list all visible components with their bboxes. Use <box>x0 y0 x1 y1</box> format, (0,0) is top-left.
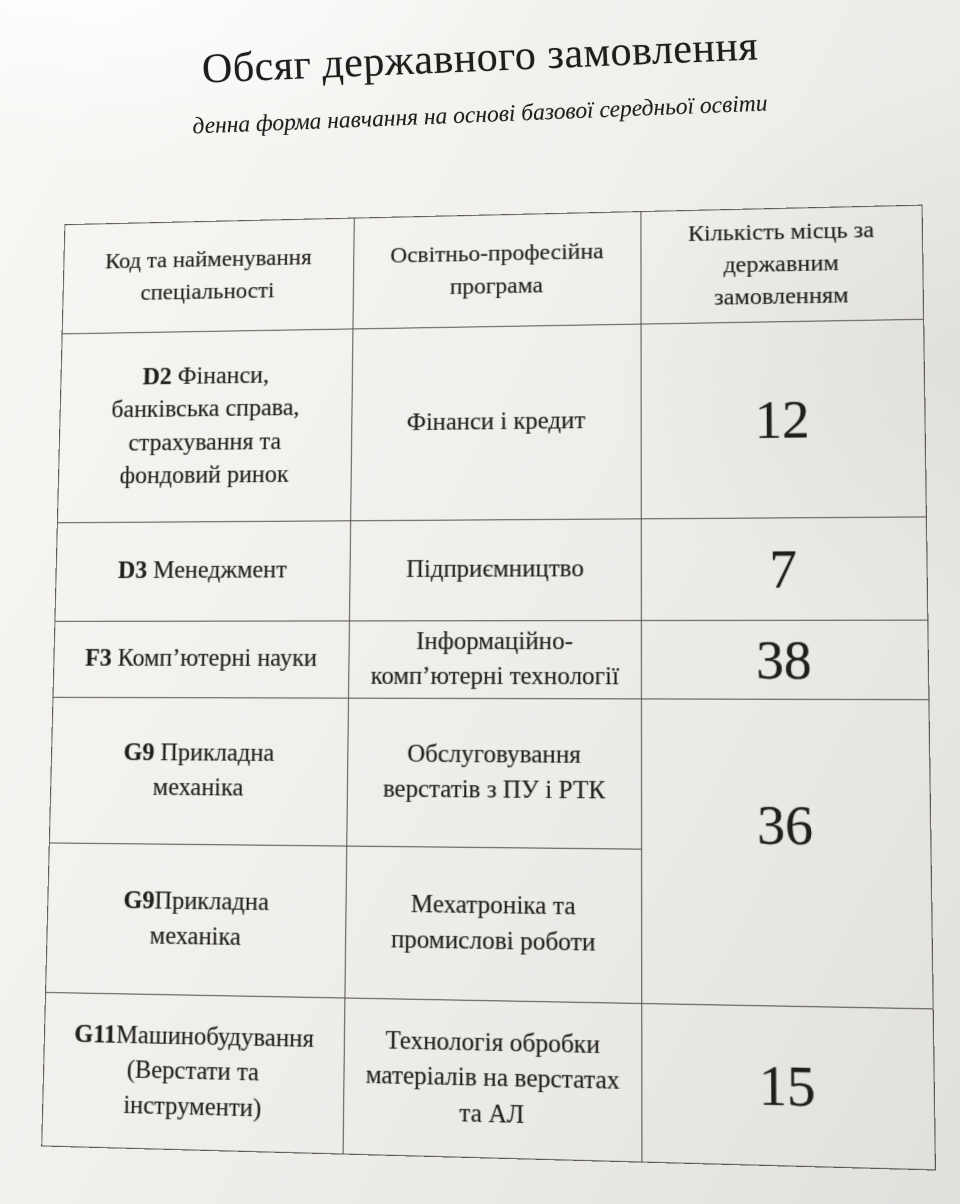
specialty-name: Машинобудування (Верстати та інструменти) <box>115 1021 315 1123</box>
header-program-label: Освітньо-професійна програма <box>390 239 604 300</box>
specialty-code: D2 <box>142 363 173 390</box>
header-specialty <box>62 218 354 334</box>
header-program <box>353 212 641 329</box>
table-row <box>57 319 926 522</box>
places-value: 36 <box>756 793 814 857</box>
specialty-code: G11 <box>74 1020 117 1049</box>
header-places-label: Кількість місць за державним замовленням <box>688 217 875 311</box>
state-order-table <box>41 205 936 1171</box>
cell-specialty <box>42 992 345 1154</box>
program-name: Інформаційно-комп’ютерні технології <box>370 628 620 690</box>
table-header-row <box>62 205 924 334</box>
cell-places: 12 <box>641 319 926 519</box>
page-title: Обсяг державного замовлення <box>201 23 759 93</box>
header-specialty-label: Код та найменування спеціальності <box>104 245 312 306</box>
cell-places: 7 <box>641 517 927 621</box>
admissions-table <box>41 205 936 1171</box>
table-row <box>49 697 931 852</box>
program-name: Обслуговування верстатів з ПУ і РТК <box>382 740 606 804</box>
table-row <box>42 992 936 1170</box>
specialty-code: G9 <box>123 887 155 915</box>
cell-places: 38 <box>641 620 928 700</box>
program-name: Технологія обробки матеріалів на верстатах та АЛ <box>365 1026 620 1129</box>
program-name: Фінанси і кредит <box>406 407 586 437</box>
specialty-name: Прикладна механіка <box>152 739 275 802</box>
table-row <box>55 517 928 621</box>
cell-places-merged <box>642 699 934 1009</box>
specialty-code: D3 <box>117 557 148 585</box>
specialty-name: Комп’ютерні науки <box>111 645 318 673</box>
program-name: Підприємництво <box>406 555 584 584</box>
cell-specialty <box>46 843 347 998</box>
specialty-name: Менеджмент <box>146 557 288 584</box>
cell-program <box>349 621 642 699</box>
program-name: Мехатроніка та промислові роботи <box>390 890 596 957</box>
header-places <box>641 205 924 324</box>
cell-program <box>350 519 642 621</box>
cell-program <box>343 998 642 1162</box>
table-row <box>53 620 929 700</box>
cell-program <box>345 846 642 1003</box>
specialty-name: Фінанси, банківська справа, страхування та фондовий ринок <box>111 361 300 490</box>
cell-places: 15 <box>642 1004 936 1170</box>
cell-program <box>351 324 642 521</box>
cell-specialty <box>55 521 351 622</box>
cell-program <box>347 698 642 849</box>
specialty-code: F3 <box>84 645 113 672</box>
specialty-name: Прикладна механіка <box>149 887 270 951</box>
page-subtitle: денна форма навчання на основі базової середньої освіти <box>191 90 768 140</box>
cell-specialty <box>49 697 348 846</box>
specialty-code: G9 <box>123 739 155 767</box>
cell-specialty <box>53 621 350 698</box>
cell-specialty <box>57 329 353 523</box>
